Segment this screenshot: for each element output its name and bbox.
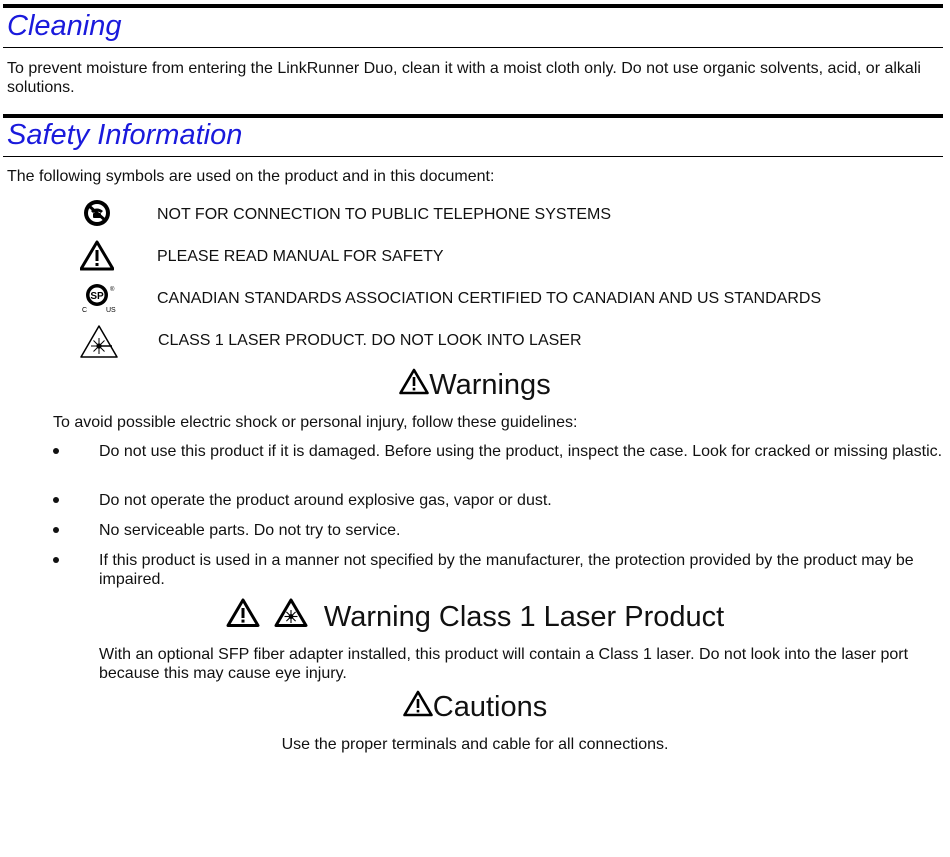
symbol-label: CLASS 1 LASER PRODUCT. DO NOT LOOK INTO LASER (158, 332, 582, 349)
cleaning-text: To prevent moisture from entering the LinkRunner Duo, clean it with a moist cloth only. Do not use organic solvents, acid, or alkali solutions. (7, 60, 921, 96)
list-item: Do not operate the product around explosive gas, vapor or dust. (99, 492, 552, 509)
cautions-title: Cautions (432, 691, 548, 723)
svg-text:US: US (106, 307, 116, 314)
bullet-marker (53, 448, 59, 454)
laser-warning-heading (0, 598, 950, 636)
svg-text:C: C (82, 307, 88, 314)
symbol-row-laser (80, 324, 940, 356)
cautions-heading (0, 690, 950, 725)
laser-warning-icon (80, 324, 114, 356)
symbol-row-telephone (80, 198, 940, 230)
symbol-label: NOT FOR CONNECTION TO PUBLIC TELEPHONE SYSTEMS (157, 206, 612, 223)
warning-triangle-icon (80, 240, 114, 272)
cautions-text: Use the proper terminals and cable for all connections. (281, 736, 669, 753)
symbol-row-csa (80, 282, 940, 314)
bullet-marker (53, 497, 59, 503)
warnings-title: Warnings (429, 369, 551, 401)
list-item: Do not use this product if it is damaged. Before using the product, inspect the case. Look for cracked or missing plastic. (99, 443, 943, 460)
svg-text:®: ® (110, 287, 115, 293)
no-telephone-connection-icon (80, 198, 114, 230)
csa-certification-icon (80, 282, 114, 314)
warnings-heading (0, 368, 950, 403)
warning-triangle-icon (226, 598, 260, 636)
laser-warning-title: Warning Class 1 Laser Product (323, 600, 725, 633)
bullet-marker (53, 527, 59, 533)
safety-intro: The following symbols are used on the product and in this document: (7, 168, 495, 185)
warning-triangle-icon (403, 690, 433, 725)
warnings-intro: To avoid possible electric shock or personal injury, follow these guidelines: (53, 414, 578, 431)
section-rule (3, 156, 943, 157)
list-item: If this product is used in a manner not specified by the manufacturer, the protection provided by the product may be impaired. (99, 552, 914, 588)
section-rule-top (3, 4, 943, 8)
bullet-marker (53, 557, 59, 563)
symbol-label: CANADIAN STANDARDS ASSOCIATION CERTIFIED TO CANADIAN AND US STANDARDS (157, 290, 822, 307)
list-item: No serviceable parts. Do not try to service. (99, 522, 401, 539)
section-rule-top (3, 114, 943, 118)
cleaning-heading: Cleaning (7, 10, 122, 42)
svg-text:SP: SP (90, 291, 104, 302)
warning-triangle-icon (399, 368, 429, 403)
laser-warning-text: With an optional SFP fiber adapter installed, this product will contain a Class 1 laser. Do not look into the laser port because this may cause eye injury. (99, 646, 909, 682)
symbol-label: PLEASE READ MANUAL FOR SAFETY (157, 248, 444, 265)
safety-heading: Safety Information (7, 119, 243, 151)
section-rule (3, 47, 943, 48)
laser-warning-icon (274, 598, 308, 636)
symbol-row-read-manual (80, 240, 940, 272)
